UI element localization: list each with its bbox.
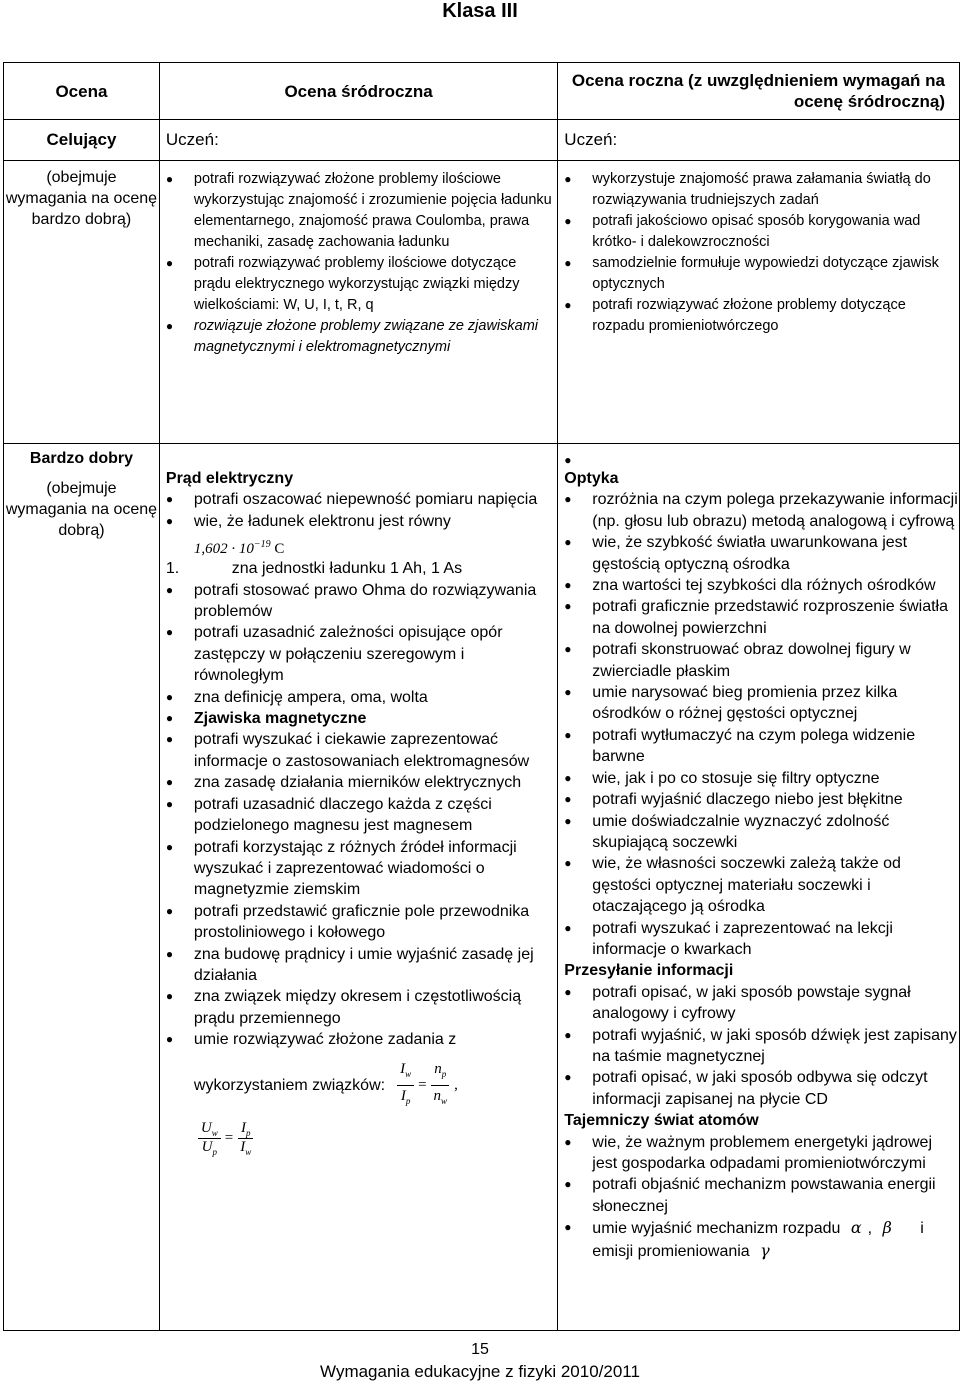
section-prad: Prąd elektryczny [165, 470, 294, 487]
list-item: ● zna związek między okresem i częstotliwością prądu przemiennego [160, 986, 557, 1029]
bdb-desc-cell [4, 444, 160, 1331]
list-item: ● zna wartości tej szybkości dla różnych ośrodków [558, 575, 959, 596]
list-item: ● wykorzystuje znajomość prawa załamania światłą do rozwiązywania trudniejszych zadań [558, 169, 959, 211]
formula-currents: $\frac{I_w}{I_p}$ = $\frac{n_p}{n_w}$ , [393, 1059, 458, 1113]
grade-bdb-desc: (obejmuje wymagania na ocenę dobrą) [5, 480, 158, 539]
footer-title: Wymagania edukacyjne z fizyki 2010/2011 [320, 1362, 640, 1381]
bdb-left-list-1 [160, 489, 557, 532]
list-item: ● rozróżnia na czym polega przekazywanie informacji (np. głosu lub obrazu) metodą analogową i cyfrową [558, 489, 959, 532]
bdb-right-empty-bullet [558, 450, 959, 468]
celujacy-right-cell [558, 161, 960, 444]
list-item: ● wie, że własności soczewki zależą także od gęstości optycznej materiału soczewki i otaczającego ją ośrodka [558, 853, 959, 917]
bdb-right-list-1 [558, 489, 959, 960]
list-item: ● zna budowę prądnicy i umie wyjaśnić zasadę jej działania [160, 944, 557, 987]
celujacy-desc-cell [4, 161, 160, 444]
numbered-prefix: 1. [165, 560, 180, 578]
bdb-right-cell [558, 444, 960, 1331]
gamma-symbol: γ [760, 1240, 770, 1260]
list-item: ● potrafi rozwiązywać złożone problemy ilościowe wykorzystując znajomość i zrozumienie pojęcia ładunku elementarnego, znajomość prawa Coulomba, prawa mechaniki, zasadę zachowania ładunku [160, 169, 557, 253]
page-title: Klasa III [442, 0, 518, 22]
list-item: ● potrafi objaśnić mechanizm powstawania energii słonecznej [558, 1174, 959, 1217]
list-item: ● potrafi uzasadnić dlaczego każda z części podzielonego magnesu jest magnesem [160, 794, 557, 837]
list-item: ● potrafi graficznie przedstawić rozproszenie światła na dowolnej powierzchni [558, 596, 959, 639]
uczen-label-right: Uczeń: [558, 120, 960, 161]
bdb-right-list-2 [558, 982, 959, 1110]
list-item: ● wie, że ważnym problemem energetyki jądrowej jest gospodarka odpadami promieniotwórczymi [558, 1132, 959, 1175]
formula-intro: wykorzystaniem związków: [193, 1076, 386, 1094]
list-item: ● potrafi uzasadnić zależności opisujące opór zastępczy w połączeniu szeregowym i równoległym [160, 622, 557, 686]
list-item: ● potrafi wyjaśnić, w jaki sposób dźwięk jest zapisany na taśmie magnetycznej [558, 1025, 959, 1068]
list-item: ● umie doświadczalnie wyznaczyć zdolność skupiającą soczewki [558, 811, 959, 854]
bdb-right-list-3 [558, 1132, 959, 1262]
list-item-decay: ● umie wyjaśnić mechanizm rozpadu α , β i emisji promieniowania γ [558, 1217, 959, 1262]
list-item: ● potrafi wytłumaczyć na czym polega widzenie barwne [558, 725, 959, 768]
list-item: ● umie narysować bieg promienia przez kilka ośrodków o różnej gęstości optycznej [558, 682, 959, 725]
numbered-text: zna jednostki ładunku 1 Ah, 1 As [231, 560, 463, 578]
header-grade: Ocena [4, 63, 160, 120]
list-item: ● rozwiązuje złożone problemy związane ze zjawiskami magnetycznymi i elektromagnetycznymi [160, 316, 557, 358]
list-item: ● potrafi jakościowo opisać sposób korygowania wad krótko- i dalekowzroczności [558, 211, 959, 253]
list-item: ● potrafi stosować prawo Ohma do rozwiązywania problemów [160, 580, 557, 623]
list-item: ● potrafi przedstawić graficznie pole przewodnika prostoliniowego i kołowego [160, 901, 557, 944]
list-item: ● potrafi opisać, w jaki sposób powstaje sygnał analogowy i cyfrowy [558, 982, 959, 1025]
header-midterm: Ocena śródroczna [159, 63, 557, 120]
section-przesylanie: Przesyłanie informacji [564, 962, 734, 980]
numbered-item [160, 558, 557, 579]
list-item: ● zna definicję ampera, oma, wolta [160, 687, 557, 708]
section-atomy: Tajemniczy świat atomów [564, 1112, 759, 1130]
list-item: ● potrafi skonstruować obraz dowolnej figury w zwierciadle płaskim [558, 639, 959, 682]
list-item: ● potrafi opisać, w jaki sposób odbywa się odczyt informacji zapisanej na płycie CD [558, 1067, 959, 1110]
celujacy-left-cell [159, 161, 557, 444]
list-item: ● potrafi rozwiązywać złożone problemy dotyczące rozpadu promieniotwórczego [558, 295, 959, 337]
list-item: ● wie, że ładunek elektronu jest równy [160, 511, 557, 532]
list-item: ● potrafi wyszukać i ciekawie zaprezentować informacje o zastosowaniach elektromagnesów [160, 729, 557, 772]
list-item: ● potrafi oszacować niepewność pomiaru napięcia [160, 489, 557, 510]
celujacy-left-list [160, 169, 557, 358]
list-item: ● wie, jak i po co stosuje się filtry optyczne [558, 768, 959, 789]
celujacy-right-list [558, 169, 959, 337]
grade-celujacy: Celujący [4, 120, 160, 161]
requirements-table [3, 62, 960, 1331]
grade-celujacy-desc: (obejmuje wymagania na ocenę bardzo dobrą) [5, 169, 158, 228]
section-magnetyczne: ● Zjawiska magnetyczne [160, 708, 557, 729]
bdb-left-cell [159, 444, 557, 1331]
electron-charge [160, 532, 557, 558]
grade-bardzo-dobry: Bardzo dobry [29, 450, 134, 467]
beta-symbol: β [882, 1218, 892, 1238]
list-item: ● potrafi korzystając z różnych źródeł informacji wyszukać i zaprezentować wiadomości o magnetyzmie ziemskim [160, 837, 557, 901]
bdb-left-list-2 [160, 580, 557, 1051]
list-item: ● potrafi wyszukać i zaprezentować na lekcji informacje o kwarkach [558, 918, 959, 961]
alpha-symbol: α [850, 1218, 862, 1238]
charge-unit: C [274, 541, 285, 558]
uczen-label-left: Uczeń: [159, 120, 557, 161]
formula-line-1 [160, 1059, 557, 1113]
list-item: ● umie rozwiązywać złożone zadania z [160, 1029, 557, 1050]
charge-value: 1,602 · 10 [193, 541, 254, 558]
charge-exponent: −19 [253, 539, 271, 551]
list-item: ● wie, że szybkość światła uwarunkowana jest gęstością optyczną ośrodka [558, 532, 959, 575]
header-annual: Ocena roczna (z uwzględnieniem wymagań na ocenę śródroczną) [558, 63, 960, 120]
list-item: ● potrafi rozwiązywać problemy ilościowe dotyczące prądu elektrycznego wykorzystując związki między wielkościami: W, U, I, t, R, q [160, 253, 557, 316]
list-item: ● samodzielnie formułuje wypowiedzi dotyczące zjawisk optycznych [558, 253, 959, 295]
list-item: ● zna zasadę działania mierników elektrycznych [160, 772, 557, 793]
list-item [558, 450, 959, 468]
formula-voltages: $\frac{U_w}{U_p}$ = $\frac{I_p}{I_w}$ [160, 1120, 557, 1157]
page-number: 15 [471, 1341, 489, 1358]
section-optyka: Optyka [564, 470, 619, 487]
list-item: ● potrafi wyjaśnić dlaczego niebo jest błękitne [558, 789, 959, 810]
